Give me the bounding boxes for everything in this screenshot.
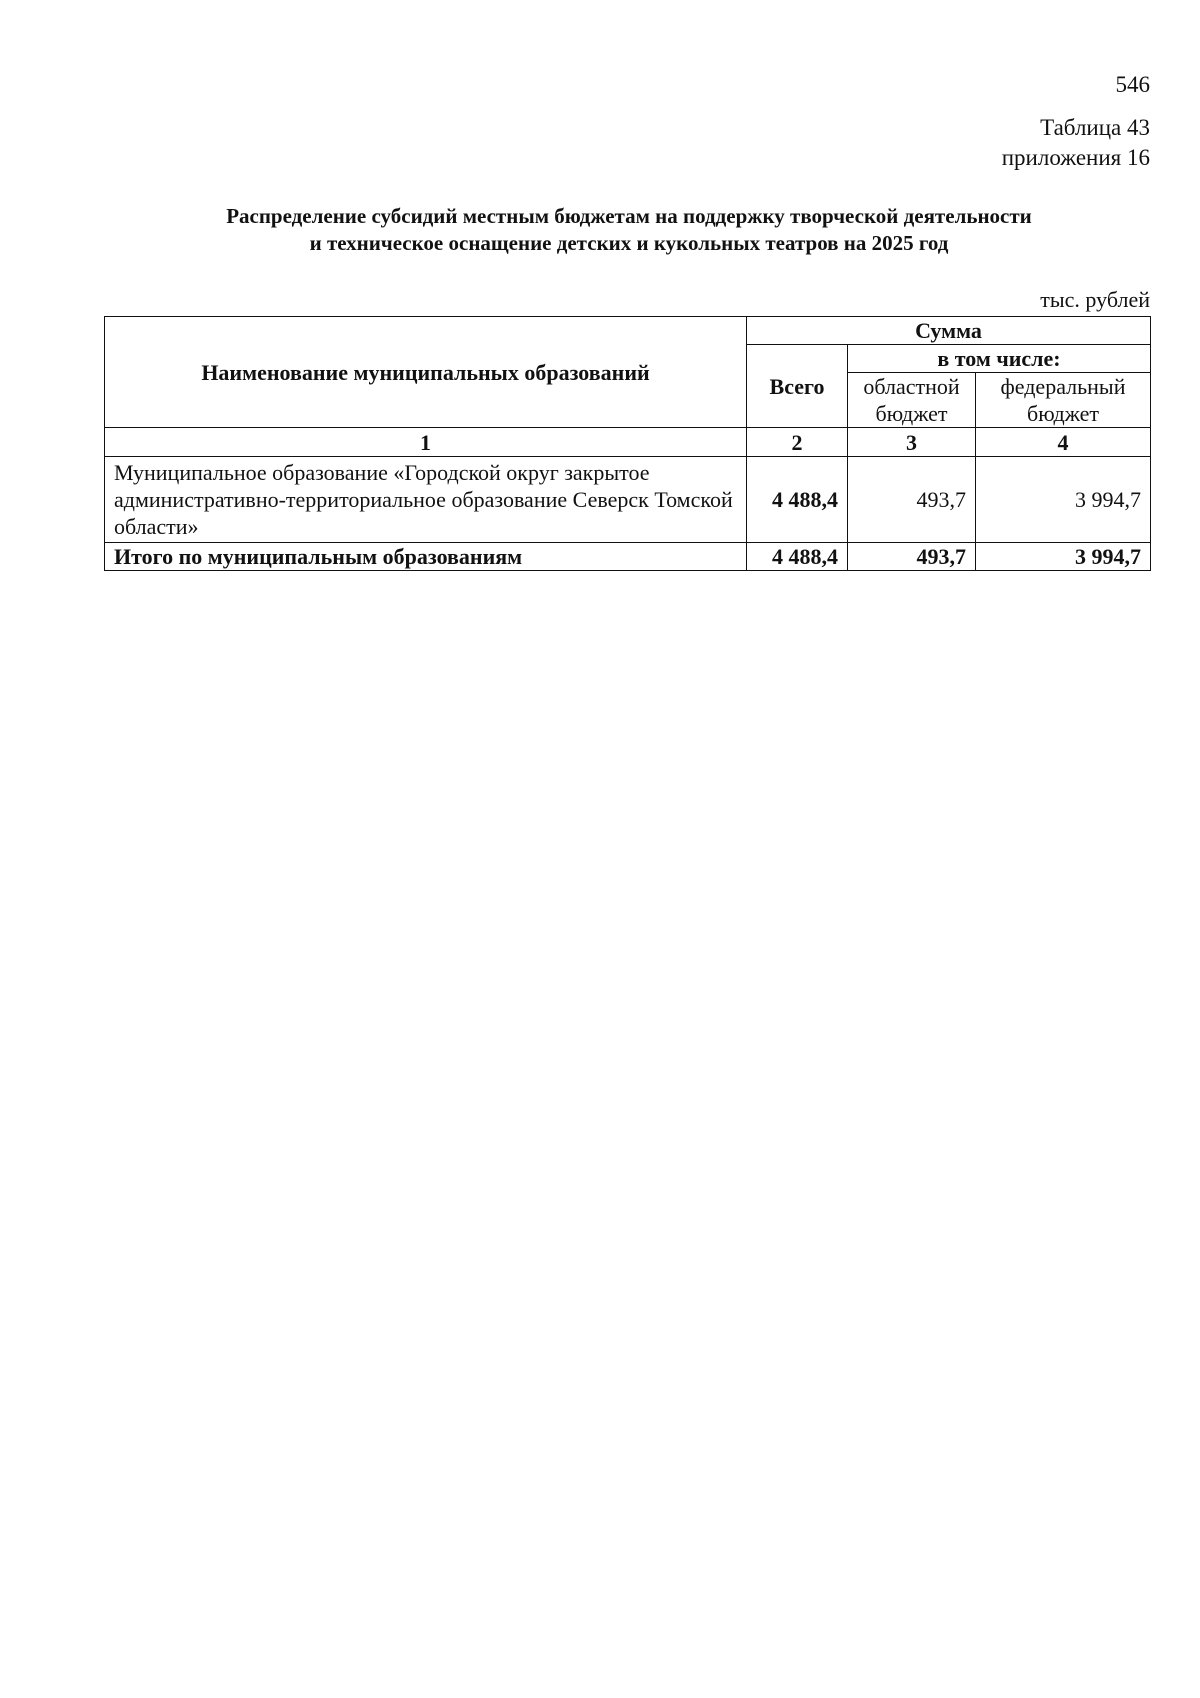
amount-total: 4 488,4	[747, 457, 848, 543]
column-number: 4	[976, 428, 1151, 457]
header-sum: Сумма	[747, 317, 1151, 345]
subsidy-table	[104, 316, 1151, 571]
totals-row	[105, 543, 1151, 571]
totals-total: 4 488,4	[747, 543, 848, 571]
header-including: в том числе:	[848, 345, 1151, 373]
document-title	[104, 203, 1154, 257]
header-federal: федеральный бюджет	[976, 373, 1151, 428]
header-row-sum	[105, 317, 1151, 345]
totals-regional: 493,7	[848, 543, 976, 571]
units-label: тыс. рублей	[1040, 287, 1150, 312]
column-number: 3	[848, 428, 976, 457]
title-line-1: Распределение субсидий местным бюджетам на поддержку творческой деятельности	[226, 204, 1032, 228]
amount-regional: 493,7	[848, 457, 976, 543]
column-number: 1	[105, 428, 747, 457]
page-number: 546	[1115, 72, 1150, 97]
totals-label: Итого по муниципальным образованиям	[105, 543, 747, 571]
table-caption	[1002, 113, 1150, 173]
totals-federal: 3 994,7	[976, 543, 1151, 571]
amount-federal: 3 994,7	[976, 457, 1151, 543]
column-number: 2	[747, 428, 848, 457]
header-name: Наименование муниципальных образований	[105, 317, 747, 428]
header-total: Всего	[747, 345, 848, 428]
table-row	[105, 457, 1151, 543]
appendix-reference: приложения 16	[1001, 145, 1150, 170]
header-regional: областной бюджет	[848, 373, 976, 428]
table-reference: Таблица 43	[1040, 115, 1150, 140]
column-number-row	[105, 428, 1151, 457]
municipality-name: Муниципальное образование «Городской округ закрытое административно-территориальное образование Северск Томской области»	[105, 457, 747, 543]
title-line-2: и техническое оснащение детских и кукольных театров на 2025 год	[309, 231, 949, 255]
